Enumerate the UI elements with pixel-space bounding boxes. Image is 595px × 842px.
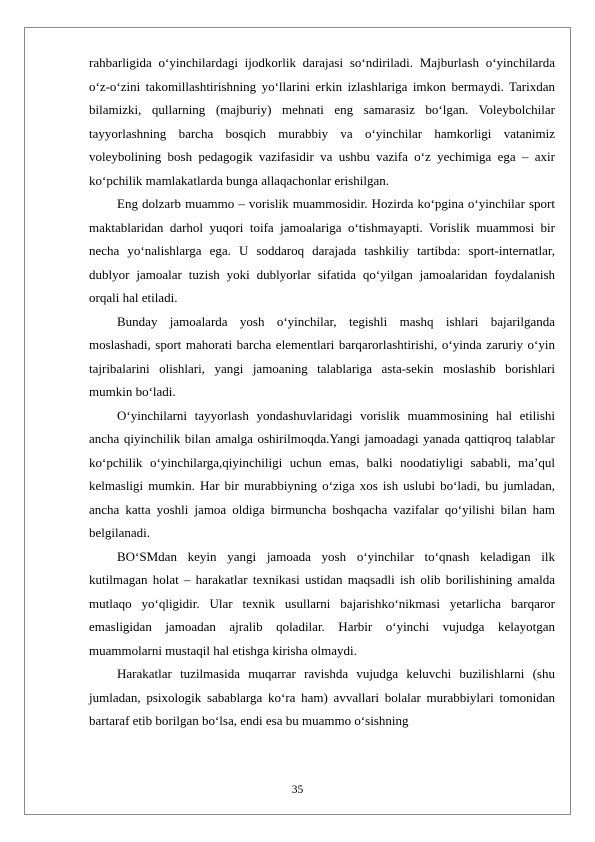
paragraph-5: BO‘SMdan keyin yangi jamoada yosh o‘yinchilar to‘qnash keladigan ilk kutilmagan holat – harakatlar texnikasi ustidan maqsadli ish olib borilishining amalda mutlaqo yo‘qligidir. Ular texnik usullarni bajarishko‘nikmasi yetarlicha barqaror emasligidan jamoadan ajralib qoladilar. Harbir o‘yinchi vujudga kelayotgan muammolarni mustaqil hal etishga kirisha olmaydi. <box>89 548 555 658</box>
page-number: 35 <box>291 784 304 796</box>
document-body <box>89 51 555 733</box>
paragraph-1: rahbarligida o‘yinchilardagi ijodkorlik darajasi so‘ndiriladi. Majburlash o‘yinchilarda o‘z-o‘zini takomillashtirishning yo‘llarini erkin izlashlariga imkon bermaydi. Tarixdan bilamizki, qullarning (majburiy) mehnati eng samarasiz bo‘lgan. Voleybolchilar tayyorlashning barcha bosqich murabbiy va o‘yinchilar hamkorligi vatanimiz voleybolining bosh pedagogik vazifasidir va ushbu vazifa o‘z yechimiga ega – axir ko‘pchilik mamlakatlarda bunga allaqachonlar erishilgan. <box>89 55 555 188</box>
paragraph-4: O‘yinchilarni tayyorlash yondashuvlaridagi vorislik muammosining hal etilishi ancha qiyinchilik bilan amalga oshirilmoqda.Yangi jamoadagi yanada qattiqroq talablar ko‘pchilik o‘yinchilarga,qiyinchiligi uchun emas, balki noodatiyligi sababli, ma’qul kelmasligi mumkin. Har bir murabbiyning o‘ziga xos ish uslubi bo‘ladi, bu jumladan, ancha katta yoshli jamoa oldiga birmuncha boshqacha vazifalar qo‘yilishi bilan ham belgilanadi. <box>89 407 555 540</box>
paragraph-3: Bunday jamoalarda yosh o‘yinchilar, tegishli mashq ishlari bajarilganda moslashadi, sport mahorati barcha elementlari barqarorlashtirishi, o‘yinda zaruriy o‘yin tajribalarini olishlari, yangi jamoaning talablariga asta-sekin moslashib borishlari mumkin bo‘ladi. <box>89 313 555 399</box>
paragraph-6: Harakatlar tuzilmasida muqarrar ravishda vujudga keluvchi buzilishlarni (shu jumladan, psixologik sabablarga ko‘ra ham) avvallari bolalar murabbiylari tomonidan bartaraf etib borilgan bo‘lsa, endi esa bu muammo o‘sishning <box>89 666 555 728</box>
paragraph-2: Eng dolzarb muammo – vorislik muammosidir. Hozirda ko‘pgina o‘yinchilar sport maktablaridan darhol yuqori toifa jamoalariga o‘tishmayapti. Vorislik muammosi bir necha yo‘nalishlarga ega. U soddaroq darajada tashkiliy tartibda: sport-internatlar, dublyor jamoalar tuzish yoki dublyorlar sifatida qo‘yilgan jamoalaridan foydalanish orqali hal etiladi. <box>89 196 555 305</box>
